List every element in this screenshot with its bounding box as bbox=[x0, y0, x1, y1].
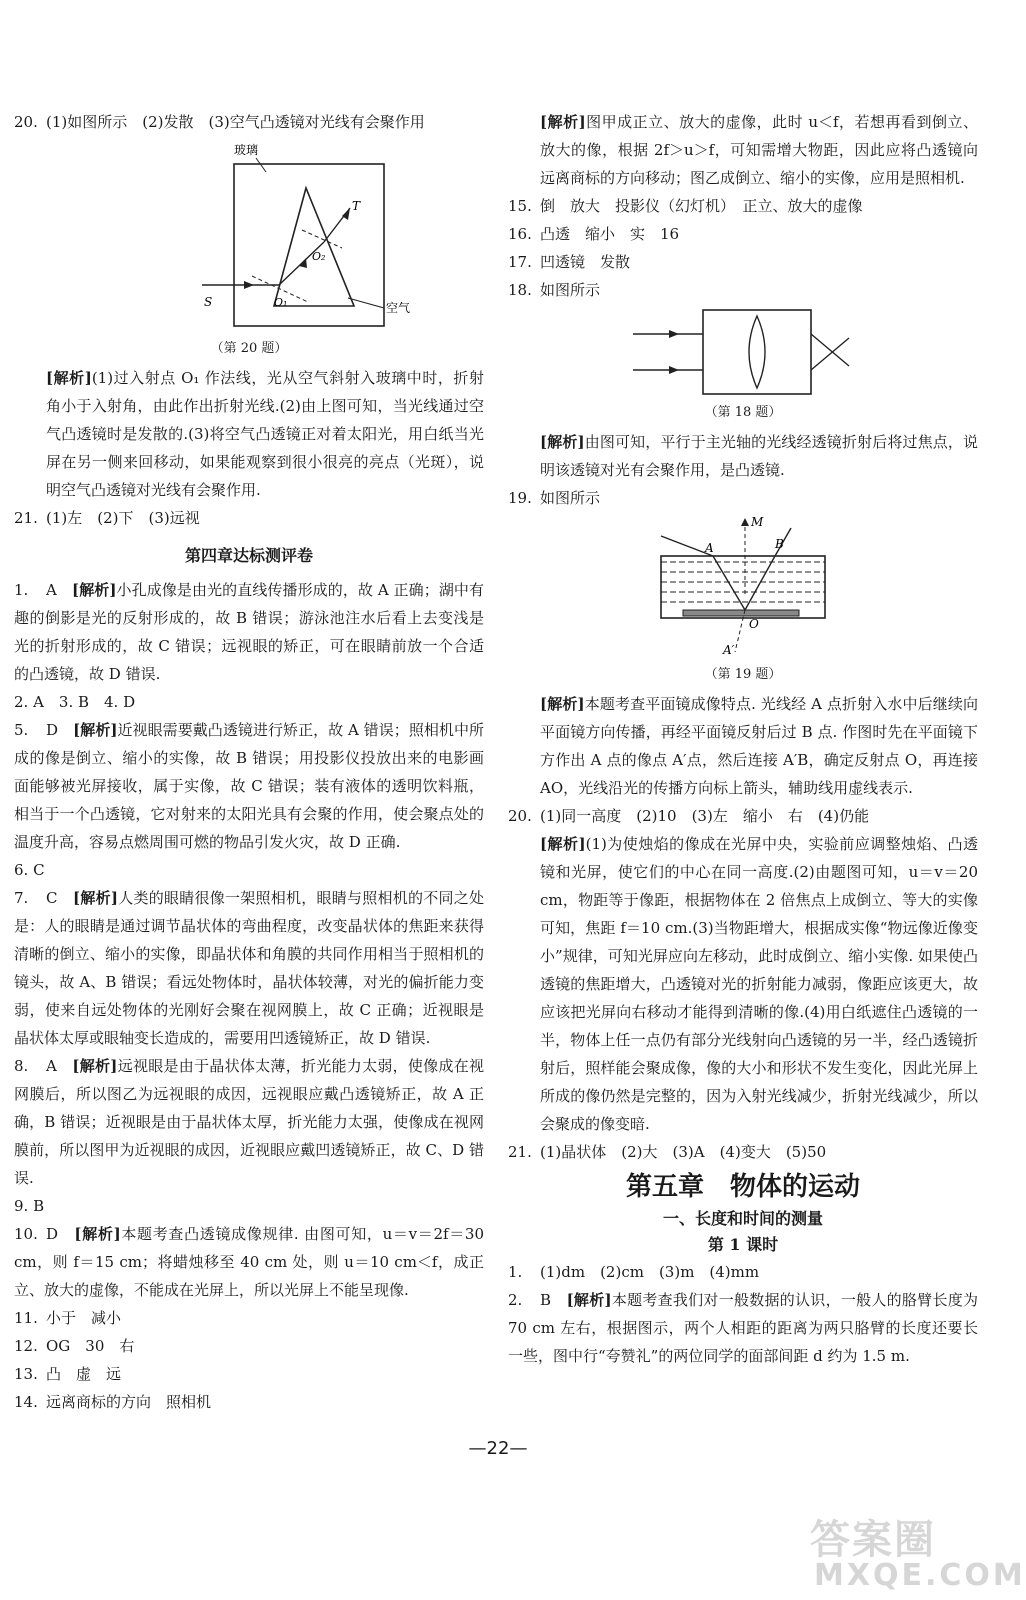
water-tank bbox=[661, 556, 825, 618]
answer-17: 17. 凹透镜 发散 bbox=[508, 253, 631, 271]
answer-11: 11. 小于 减小 bbox=[14, 1309, 122, 1327]
answer-10: 10. D [解析]本题考查凸透镜成像规律. 由图可知，u＝v＝2f＝30 cm，则 f＝15 cm；将蜡烛移至 40 cm 处，则 u＝10 cm＜f，成正立、放大的虚像，不能成在光屏上，所以光屏上不能呈现像. bbox=[14, 1225, 485, 1299]
label-s: S bbox=[204, 295, 213, 309]
glass-pointer bbox=[256, 158, 266, 172]
page-number: —22— bbox=[468, 1438, 528, 1459]
answer-13: 13. 凸 虚 远 bbox=[14, 1365, 122, 1383]
analysis-14: [解析]图甲成正立、放大的虚像，此时 u＜f，若想再看到倒立、放大的像，根据 2f＞u＞f，可知需增大物距，因此应将凸透镜向远离商标的方向移动；图乙成倒立、缩小的实像，应用是照相机. bbox=[540, 113, 979, 187]
watermark-url: MXQE.COM bbox=[814, 1558, 1026, 1593]
answer-1: 1. A [解析]小孔成像是由光的直线传播形成的，故 A 正确；湖中有趣的倒影是光的反射形成的，故 B 错误；游泳池注水后看上去变浅是光的折射形成的，故 C 错误；远视眼的矫正，可在眼睛前放一个合适的凸透镜，故 D 错误. bbox=[14, 581, 484, 683]
answer-19: 19. 如图所示 bbox=[508, 489, 601, 507]
label-o: O bbox=[749, 617, 759, 631]
analysis-19: [解析]本题考查平面镜成像特点. 光线经 A 点折射入水中后继续向平面镜方向传播，再经平面镜反射后过 B 点. 作图时先在平面镜下方作出 A 点的像点 A′点，然后连接 A′B，确定反射点 O，再连接 AO，光线沿光的传播方向标上箭头，辅助线用虚线表示. bbox=[540, 695, 978, 797]
label-a-prime: A′ bbox=[723, 643, 735, 657]
answer-8: 8. A [解析]远视眼是由于晶状体太薄，折光能力太弱，使像成在视网膜后，所以图乙为远视眼的成因，远视眼应戴凸透镜矫正，故 A 正确，B 错误；近视眼是由于晶状体太厚，折光能力太强，使像成在视网膜前，所以图甲为近视眼的成因，近视眼应戴凹透镜矫正，故 C、D 错误. bbox=[14, 1057, 484, 1187]
prism bbox=[274, 188, 354, 306]
label-a: A bbox=[705, 541, 714, 555]
arrow-s bbox=[244, 281, 254, 289]
watermark-text: 答案圈 bbox=[810, 1517, 936, 1563]
arrow-t bbox=[342, 208, 350, 220]
lens-box bbox=[703, 310, 811, 394]
figure-18-caption: （第 18 题） bbox=[704, 405, 782, 420]
air-label: 空气 bbox=[386, 301, 411, 315]
figure-20-caption: （第 20 题） bbox=[210, 341, 288, 356]
answer-7: 7. C [解析]人类的眼睛很像一架照相机，眼睛与照相机的不同之处是：人的眼睛是通过调节晶状体的弯曲程度，改变晶状体的焦距来获得清晰的倒立、缩小的实像，即晶状体和角膜的共同作用相当于照相机的镜头，故 A、B 错误；看远处物体时，晶状体较薄，对光的偏折能力变弱，使来自远处物体的光刚好会聚在视网膜上，故 C 正确；近视眼是晶状体太厚或眼轴变长造成的，需要用凹透镜矫正，故 D 错误. bbox=[14, 889, 484, 1047]
watermark-logo bbox=[810, 1508, 1026, 1596]
answer-21r: 21. (1)晶状体 (2)大 (3)A (4)变大 (5)50 bbox=[508, 1143, 827, 1161]
figure-19-caption: （第 19 题） bbox=[704, 667, 782, 682]
answer-2-4: 2. A 3. B 4. D bbox=[14, 693, 136, 711]
lesson-answer-2: 2. B [解析]本题考查我们对一般数据的认识，一般人的胳臂长度为 70 cm 左右，根据图示，两个人相距的距离为两只胳臂的长度还要长一些，图中行“夸赞礼”的两位同学的面部间距 d 约为 1.5 m. bbox=[508, 1291, 978, 1365]
right-column bbox=[508, 108, 978, 1370]
arrow-mid bbox=[299, 258, 307, 268]
answer-15: 15. 倒 放大 投影仪（幻灯机） 正立、放大的虚像 bbox=[508, 197, 863, 215]
normal-2 bbox=[302, 230, 342, 248]
answer-16: 16. 凸透 缩小 实 16 bbox=[508, 225, 680, 243]
answer-12: 12. OG 30 右 bbox=[14, 1337, 135, 1355]
label-o1: O₁ bbox=[274, 296, 288, 309]
left-column bbox=[14, 108, 484, 1416]
figure-19 bbox=[653, 512, 833, 662]
answer-5: 5. D [解析]近视眼需要戴凸透镜进行矫正，故 A 错误；照相机中所成的像是倒立、缩小的实像，故 B 错误；用投影仪投放出来的电影画面能够被光屏接收，属于实像，故 C 错误；装有液体的透明饮料瓶，相当于一个凸透镜，它对射来的太阳光具有会聚的作用，使会聚点处的温度升高，容易点燃周围可燃的物品引发火灾，故 D 正确. bbox=[14, 721, 484, 851]
lesson-title: 第 1 课时 bbox=[707, 1235, 779, 1254]
analysis-20: [解析](1)过入射点 O₁ 作法线，光从空气斜射入玻璃中时，折射角小于入射角，由此作出折射光线.(2)由上图可知，当光线通过空气凸透镜时是发散的.(3)将空气凸透镜正对着太阳光，用白纸当光屏在另一侧来回移动，如果能观察到很小很亮的亮点（光斑），说明空气凸透镜对光线有会聚作用. bbox=[46, 369, 484, 499]
convex-lens bbox=[749, 316, 765, 388]
arrow-top bbox=[669, 330, 679, 338]
chapter-title: 第五章 物体的运动 bbox=[625, 1172, 860, 1202]
label-b: B bbox=[775, 537, 784, 551]
section-subtitle: 一、长度和时间的测量 bbox=[662, 1209, 823, 1228]
label-m: M bbox=[751, 515, 764, 529]
analysis-20r: [解析](1)为使烛焰的像成在光屏中央，实验前应调整烛焰、凸透镜和光屏，使它们的中心在同一高度.(2)由题图可知，u＝v＝20 cm，物距等于像距，根据物体在 2 倍焦点上成倒立、等大的实像可知，焦距 f＝10 cm.(3)当物距增大，根据成实像“物远像近像变小”规律，可知光屏应向左移动，此时成倒立、缩小实像. 如果使凸透镜的焦距增大，凸透镜对光的折射能力减弱，像距应该更大，故应该把光屏向右移动才能得到清晰的像.(4)用白纸遮住凸透镜的一半，物体上任一点仍有部分光线射向凸透镜的另一半，经凸透镜折射后，照样能会聚成像，像的大小和形状不发生变化，因此光屏上所成的像仍然是完整的，因为入射光线减少，折射光线减少，所以会聚成的像变暗. bbox=[540, 835, 978, 1133]
figure-20 bbox=[84, 136, 414, 336]
ray-out-bottom bbox=[811, 338, 849, 370]
label-o2: O₂ bbox=[312, 250, 326, 263]
arrow-bottom bbox=[669, 366, 679, 374]
answer-14: 14. 远离商标的方向 照相机 bbox=[14, 1393, 212, 1411]
answer-20: 20. (1)如图所示 (2)发散 (3)空气凸透镜对光线有会聚作用 bbox=[14, 113, 425, 131]
answer-6: 6. C bbox=[14, 861, 45, 879]
answer-18: 18. 如图所示 bbox=[508, 281, 601, 299]
answer-20r: 20. (1)同一高度 (2)10 (3)左 缩小 右 (4)仍能 bbox=[508, 807, 870, 825]
answer-21: 21. (1)左 (2)下 (3)远视 bbox=[14, 509, 200, 527]
lesson-answer-1: 1. (1)dm (2)cm (3)m (4)mm bbox=[508, 1263, 760, 1281]
arrow-m bbox=[741, 518, 749, 526]
label-t: T bbox=[352, 199, 361, 213]
ray-out-top bbox=[811, 334, 849, 366]
plane-mirror bbox=[683, 610, 799, 616]
section-title: 第四章达标测评卷 bbox=[184, 546, 313, 565]
analysis-18: [解析]由图可知，平行于主光轴的光线经透镜折射后将过焦点，说明该透镜对光有会聚作用，是凸透镜. bbox=[540, 433, 978, 479]
answer-9: 9. B bbox=[14, 1197, 45, 1215]
glass-label: 玻璃 bbox=[234, 143, 259, 157]
figure-18 bbox=[633, 304, 853, 400]
